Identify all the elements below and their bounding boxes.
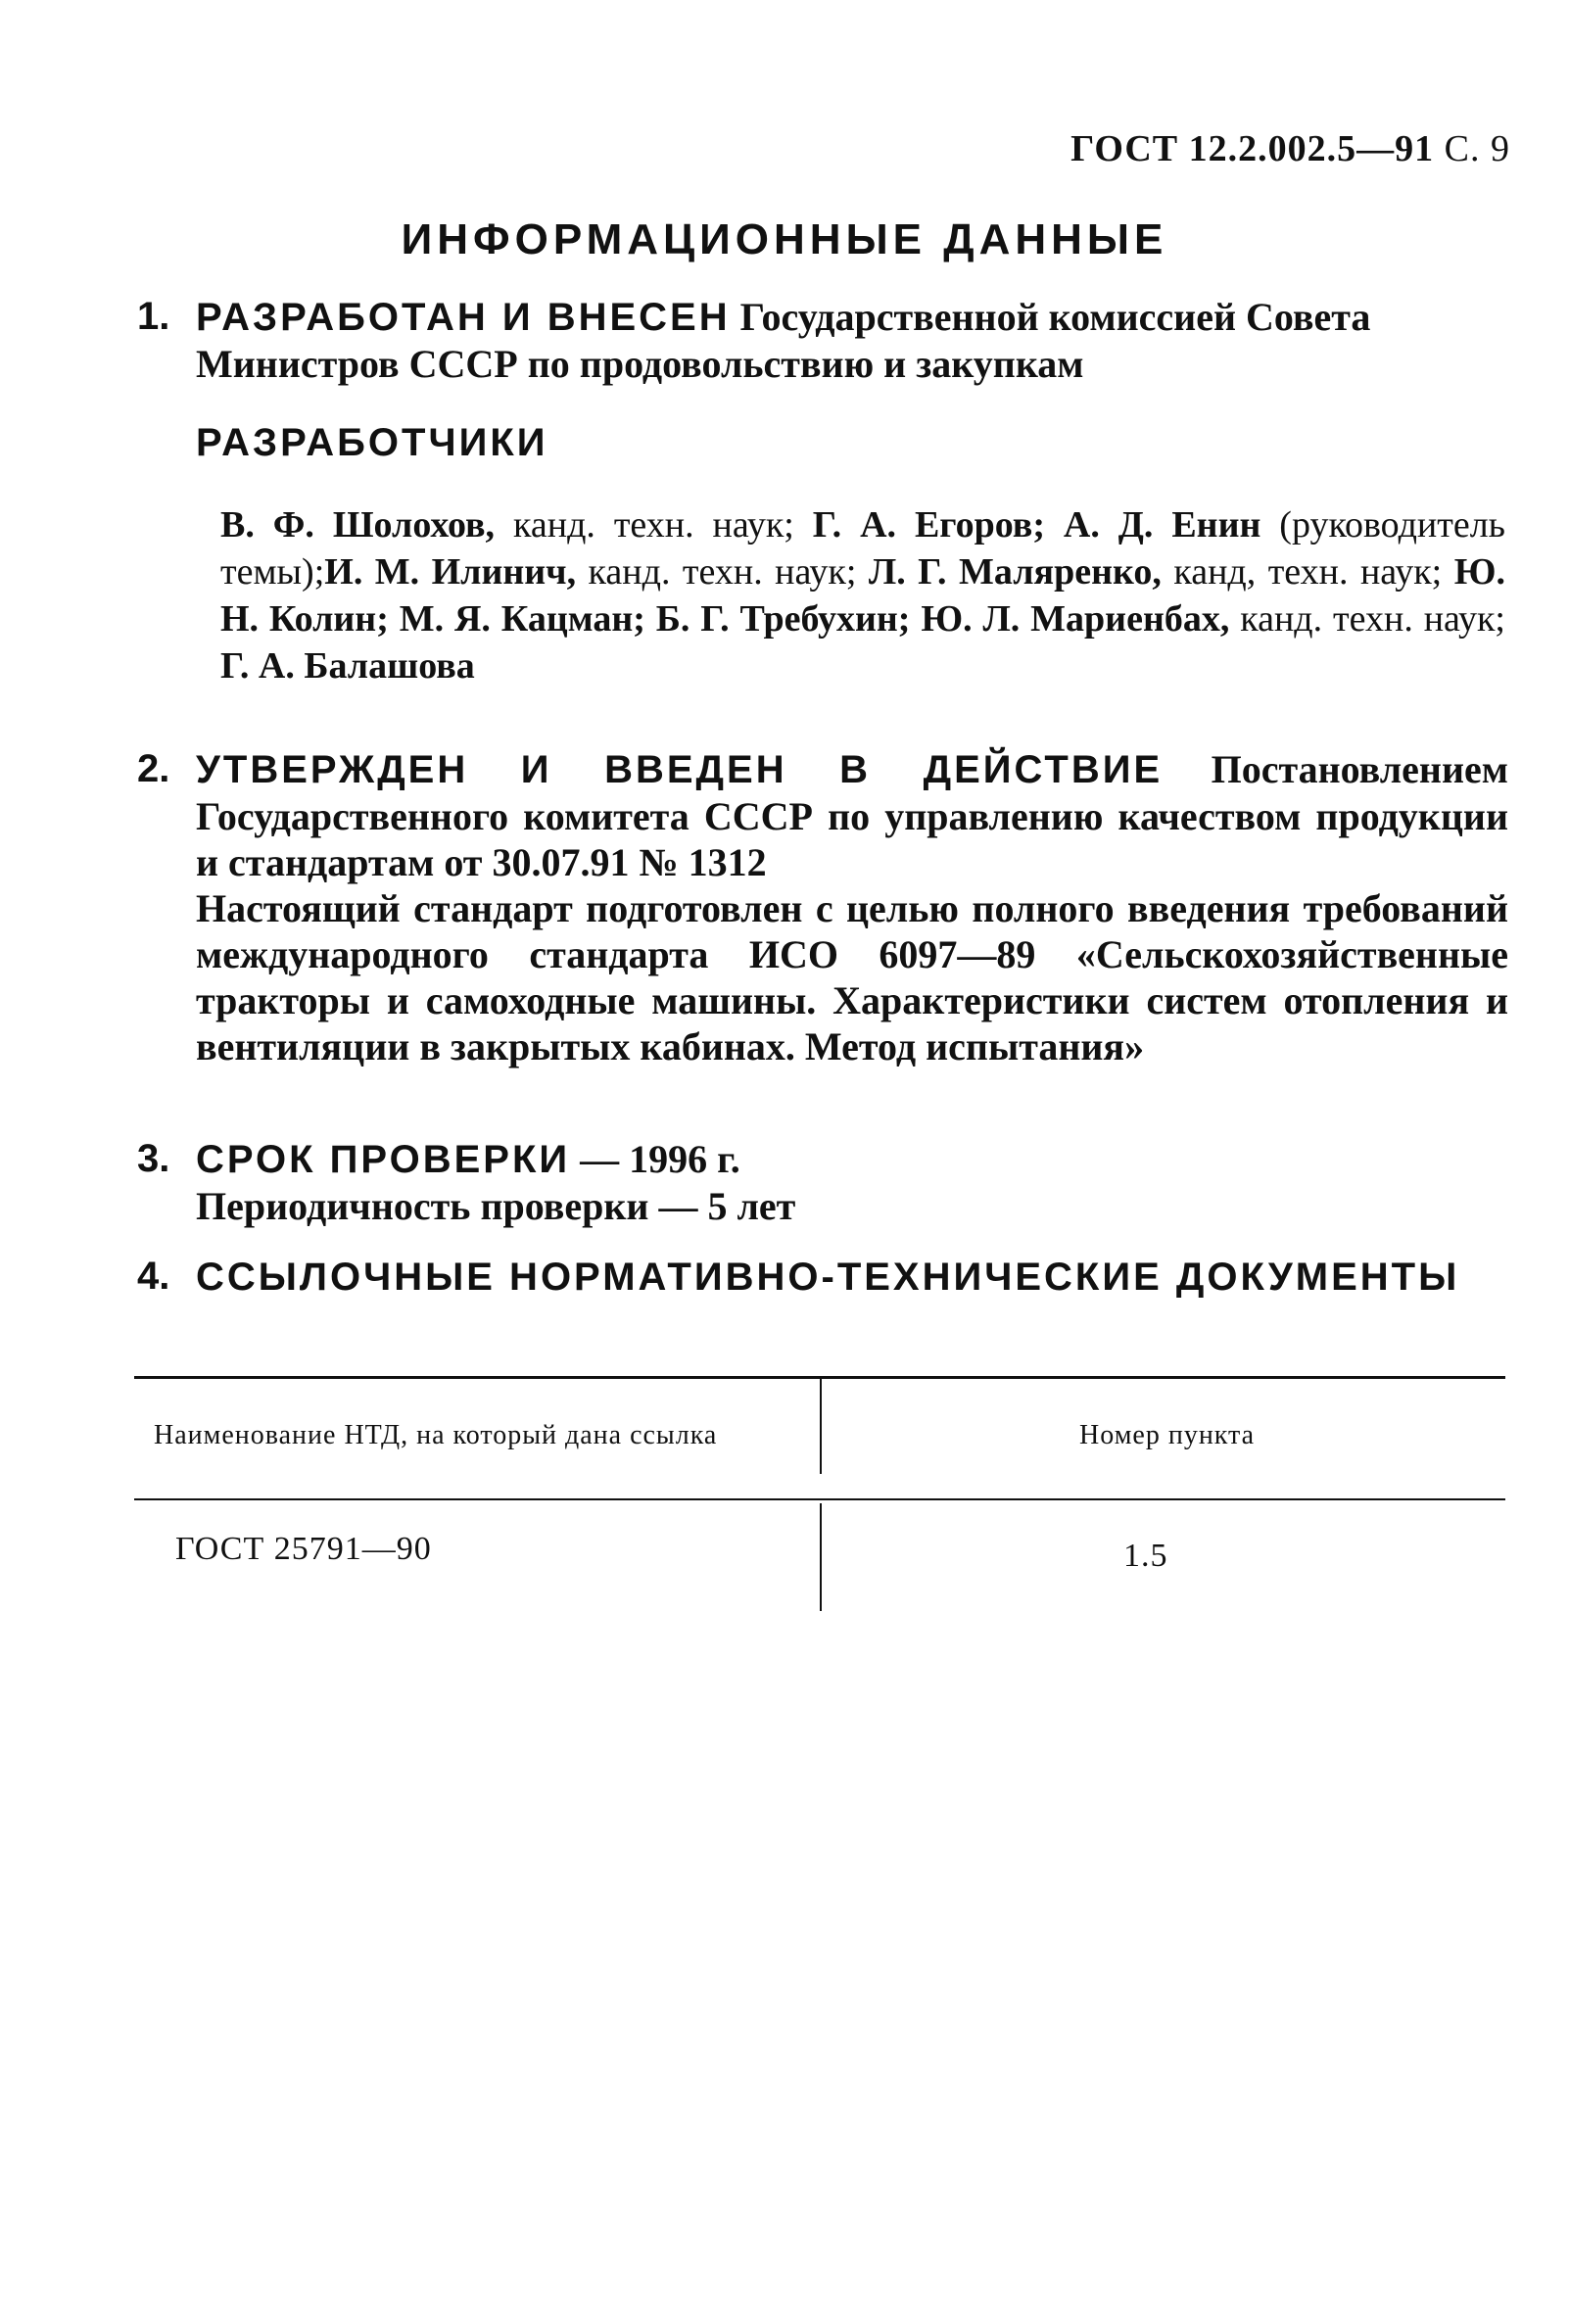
section-3 [137,1136,1508,1229]
developer-degree: канд, техн. наук; [1161,551,1454,593]
table-row-doc: ГОСТ 25791—90 [175,1531,432,1567]
section-number: 4. [137,1255,170,1298]
developer-name: Л. Г. Маляренко, [868,551,1162,593]
section-number: 3. [137,1137,170,1180]
table-row-item: 1.5 [1123,1538,1168,1574]
separator [389,598,400,640]
section-body [196,1254,1508,1301]
section-lead: ССЫЛОЧНЫЕ НОРМАТИВНО-ТЕХНИЧЕСКИЕ ДОКУМЕНТЫ [196,1256,1460,1299]
developer-name: Г. А. Егоров; [812,504,1045,545]
developer-role: (руководитель темы); [220,504,1506,593]
section-body [196,1136,1508,1183]
developer-degree: канд. техн. наук; [1229,598,1505,640]
section-lead: РАЗРАБОТАН И ВНЕСЕН [196,296,731,339]
section-body [196,294,1508,387]
section-lead: УТВЕРЖДЕН И ВВЕДЕН В ДЕЙСТВИЕ [196,748,1164,791]
table-header-doc: Наименование НТД, на который дана ссылка [154,1420,718,1450]
section-1 [137,294,1508,387]
developer-name: В. Ф. Шолохов, [220,504,496,545]
developer-name: Ю. Н. Колин; [220,551,1505,640]
table-header-item: Номер пункта [1079,1420,1256,1450]
section-note: Периодичность проверки — 5 лет [196,1184,796,1228]
developers-heading: РАЗРАБОТЧИКИ [196,421,548,464]
developer-name: Б. Г. Требухин; [655,598,911,640]
section-text: Постановлением Государственного комитета СССР по управлению качеством продукции и стандартам от 30.07.91 № 1312 [196,747,1509,884]
table-column-divider [820,1503,822,1611]
section-text: Государственной комиссией Совета Министров СССР по продовольствию и закупкам [196,295,1371,386]
developer-name: Ю. Л. Мариенбах, [921,598,1230,640]
section-2 [137,746,1508,1069]
developer-name: М. Я. Кацман; [399,598,645,640]
separator [645,598,656,640]
page-title: ИНФОРМАЦИОННЫЕ ДАННЫЕ [401,215,1168,263]
developers-list [220,501,1505,689]
table-column-divider [820,1376,822,1474]
page-number: С. 9 [1444,128,1510,169]
section-number: 1. [137,295,170,338]
section-number: 2. [137,747,170,790]
separator [910,598,921,640]
section-text: — 1996 г. [570,1137,740,1181]
separator [1045,504,1064,545]
section-body [196,746,1508,885]
standard-number: ГОСТ 12.2.002.5—91 [1070,128,1435,169]
table-header-rule [134,1498,1505,1500]
developer-name: А. Д. Енин [1063,504,1261,545]
developer-degree: канд. техн. наук; [495,504,813,545]
section-lead: СРОК ПРОВЕРКИ [196,1138,571,1181]
developer-name: И. М. Илинич, [324,551,577,593]
section-4 [137,1254,1508,1301]
section-note: Настоящий стандарт подготовлен с целью полного введения требований международного стандарта ИСО 6097—89 «Сельскохозяйственные тракторы и самоходные машины. Характеристики систем отопления и вентиляции в закрытых кабинах. Метод испытания» [196,886,1508,1068]
developer-name: Г. А. Балашова [220,645,475,687]
running-header [1070,127,1510,170]
developer-degree: канд. техн. наук; [576,551,869,593]
